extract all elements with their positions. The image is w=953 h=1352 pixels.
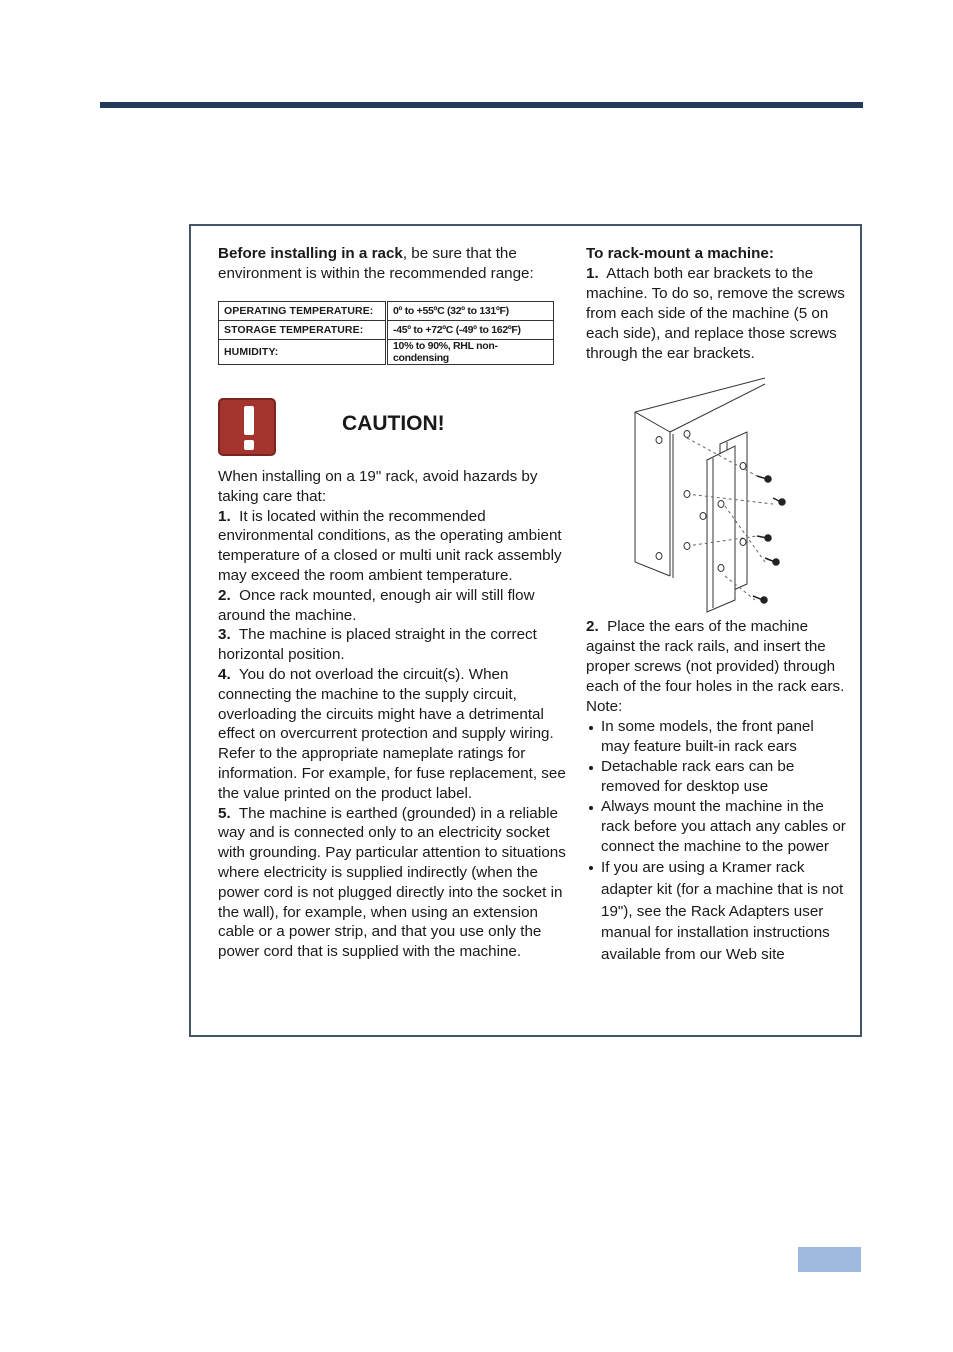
table-row <box>219 302 554 321</box>
list-item: Always mount the machine in the rack before you attach any cables or connect the machine to the power <box>586 797 846 857</box>
table-cell-label: HUMIDITY: <box>219 340 386 365</box>
caution-item-4: 4. You do not overload the circuit(s). When connecting the machine to the supply circuit, overloading the circuits might have a detrimental effect on overcurrent protection and supply wiring. Refer to the appropriate nameplate ratings for information. For example, for fuse replacement, see the value printed on the product label. <box>218 665 566 802</box>
list-item: Detachable rack ears can be removed for desktop use <box>586 757 846 797</box>
table-cell-label: OPERATING TEMPERATURE: <box>219 302 386 321</box>
rack-mount-section <box>586 244 846 364</box>
page-number-tab <box>798 1247 861 1272</box>
rack-step-2-section <box>586 617 846 966</box>
table-cell-value: 10% to 90%, RHL non-condensing <box>388 340 554 365</box>
intro-bold: Before installing in a rack <box>218 245 403 262</box>
caution-item-1: 1. It is located within the recommended environmental conditions, as the operating ambient temperature of a closed or multi unit rack assembly may exceed the room ambient temperature. <box>218 507 562 584</box>
notes-list <box>586 717 846 966</box>
caution-intro: When installing on a 19" rack, avoid hazards by taking care that: <box>218 468 538 505</box>
caution-item-2: 2. Once rack mounted, enough air will still flow around the machine. <box>218 586 535 624</box>
rack-ear-diagram <box>625 376 805 616</box>
intro-rest: , be sure that the environment is within the recommended range: <box>218 245 534 282</box>
table-row <box>219 340 554 365</box>
rack-mount-title: To rack-mount a machine: <box>586 245 774 262</box>
list-item: In some models, the front panel may feature built-in rack ears <box>586 717 846 757</box>
caution-title: CAUTION! <box>342 412 445 435</box>
table-row <box>219 321 554 340</box>
caution-text <box>218 467 570 962</box>
header-rule <box>100 102 863 108</box>
list-item: If you are using a Kramer rack adapter kit (for a machine that is not 19"), see the Rack Adapters user manual for installation instructions available from our Web site <box>586 857 846 966</box>
table-cell-label: STORAGE TEMPERATURE: <box>219 321 386 340</box>
caution-item-5: 5. The machine is earthed (grounded) in a reliable way and is connected only to an electricity socket with grounding. Pay particular attention to situations where electricity is supplied indirectly (when the power cord is not plugged directly into the socket in the wall), for example, when using an extension cable or a power strip, and that you use only the power cord that is supplied with the machine. <box>218 804 566 961</box>
rack-step-2: 2. Place the ears of the machine against the rack rails, and insert the proper screws (not provided) through each of the four holes in the rack ears. <box>586 618 845 695</box>
warning-icon <box>218 398 276 456</box>
environment-table <box>218 301 554 365</box>
table-cell-value: -45º to +72ºC (-49º to 162ºF) <box>388 321 554 340</box>
rack-step-1: 1. Attach both ear brackets to the machine. To do so, remove the screws from each side of the machine (5 on each side), and replace those screws through the ear brackets. <box>586 265 845 362</box>
caution-item-3: 3. The machine is placed straight in the correct horizontal position. <box>218 626 537 664</box>
note-label: Note: <box>586 698 623 715</box>
intro-paragraph <box>218 244 568 284</box>
table-cell-value: 0º to +55ºC (32º to 131ºF) <box>388 302 554 321</box>
